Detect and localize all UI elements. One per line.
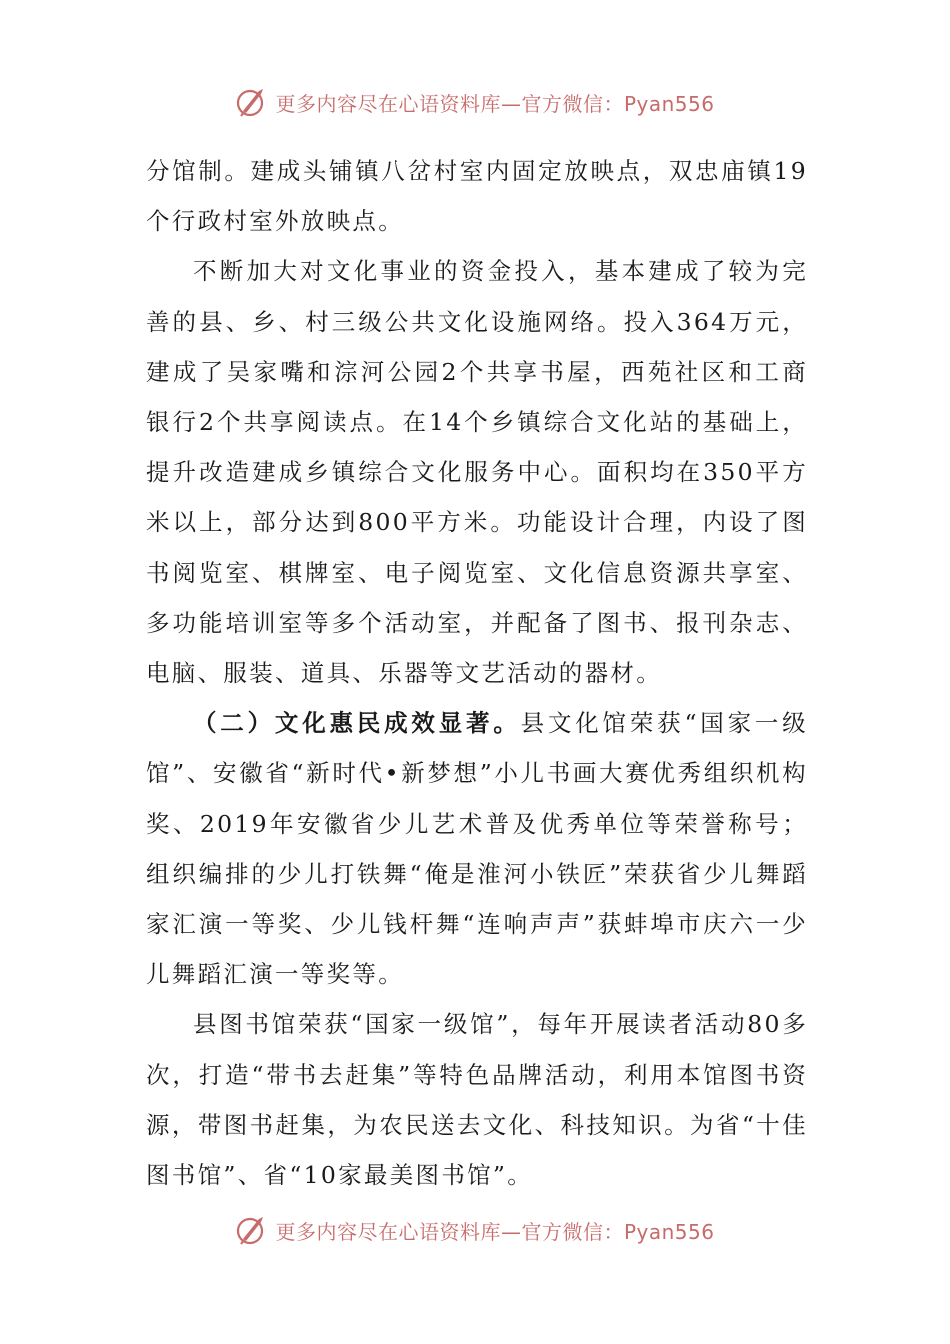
paragraph-4-text: 县图书馆荣获“国家一级馆”，每年开展读者活动80多次，打造“带书去赶集”等特色品牌活动，利用本馆图书资源，带图书赶集，为农民送去文化、科技知识。为省“十佳图书馆”、省“10家最美图书馆”。: [146, 1010, 808, 1190]
watermark-banner-top: [0, 82, 950, 122]
paragraph-4: [146, 999, 808, 1200]
paragraph-2: [146, 246, 808, 698]
quill-pen-logo-icon: [235, 85, 269, 119]
section-heading: （二）文化惠民成效显著。: [193, 709, 521, 738]
watermark-text: 更多内容尽在心语资料库—官方微信：Pyan556: [275, 1219, 715, 1244]
quill-pen-logo-icon: [235, 1213, 269, 1247]
paragraph-1-text: 分馆制。建成头铺镇八岔村室内固定放映点，双忠庙镇19个行政村室外放映点。: [146, 157, 808, 236]
paragraph-3: [146, 698, 808, 999]
paragraph-3-text: 县文化馆荣获“国家一级馆”、安徽省“新时代•新梦想”小儿书画大赛优秀组织机构奖、2019年安徽省少儿艺术普及优秀单位等荣誉称号；组织编排的少儿打铁舞“俺是淮河小铁匠”荣获省少儿舞蹈家汇演一等奖、少儿钱杆舞“连响声声”获蚌埠市庆六一少儿舞蹈汇演一等奖等。: [146, 709, 808, 989]
paragraph-2-text: 不断加大对文化事业的资金投入，基本建成了较为完善的县、乡、村三级公共文化设施网络。投入364万元，建成了吴家嘴和淙河公园2个共享书屋，西苑社区和工商银行2个共享阅读点。在14个乡镇综合文化站的基础上，提升改造建成乡镇综合文化服务中心。面积均在350平方米以上，部分达到800平方米。功能设计合理，内设了图书阅览室、棋牌室、电子阅览室、文化信息资源共享室、多功能培训室等多个活动室，并配备了图书、报刊杂志、电脑、服装、道具、乐器等文艺活动的器材。: [146, 257, 808, 688]
paragraph-1: [146, 146, 808, 246]
watermark-banner-bottom: [0, 1210, 950, 1250]
watermark-text: 更多内容尽在心语资料库—官方微信：Pyan556: [275, 91, 715, 116]
document-body: [146, 146, 808, 1200]
